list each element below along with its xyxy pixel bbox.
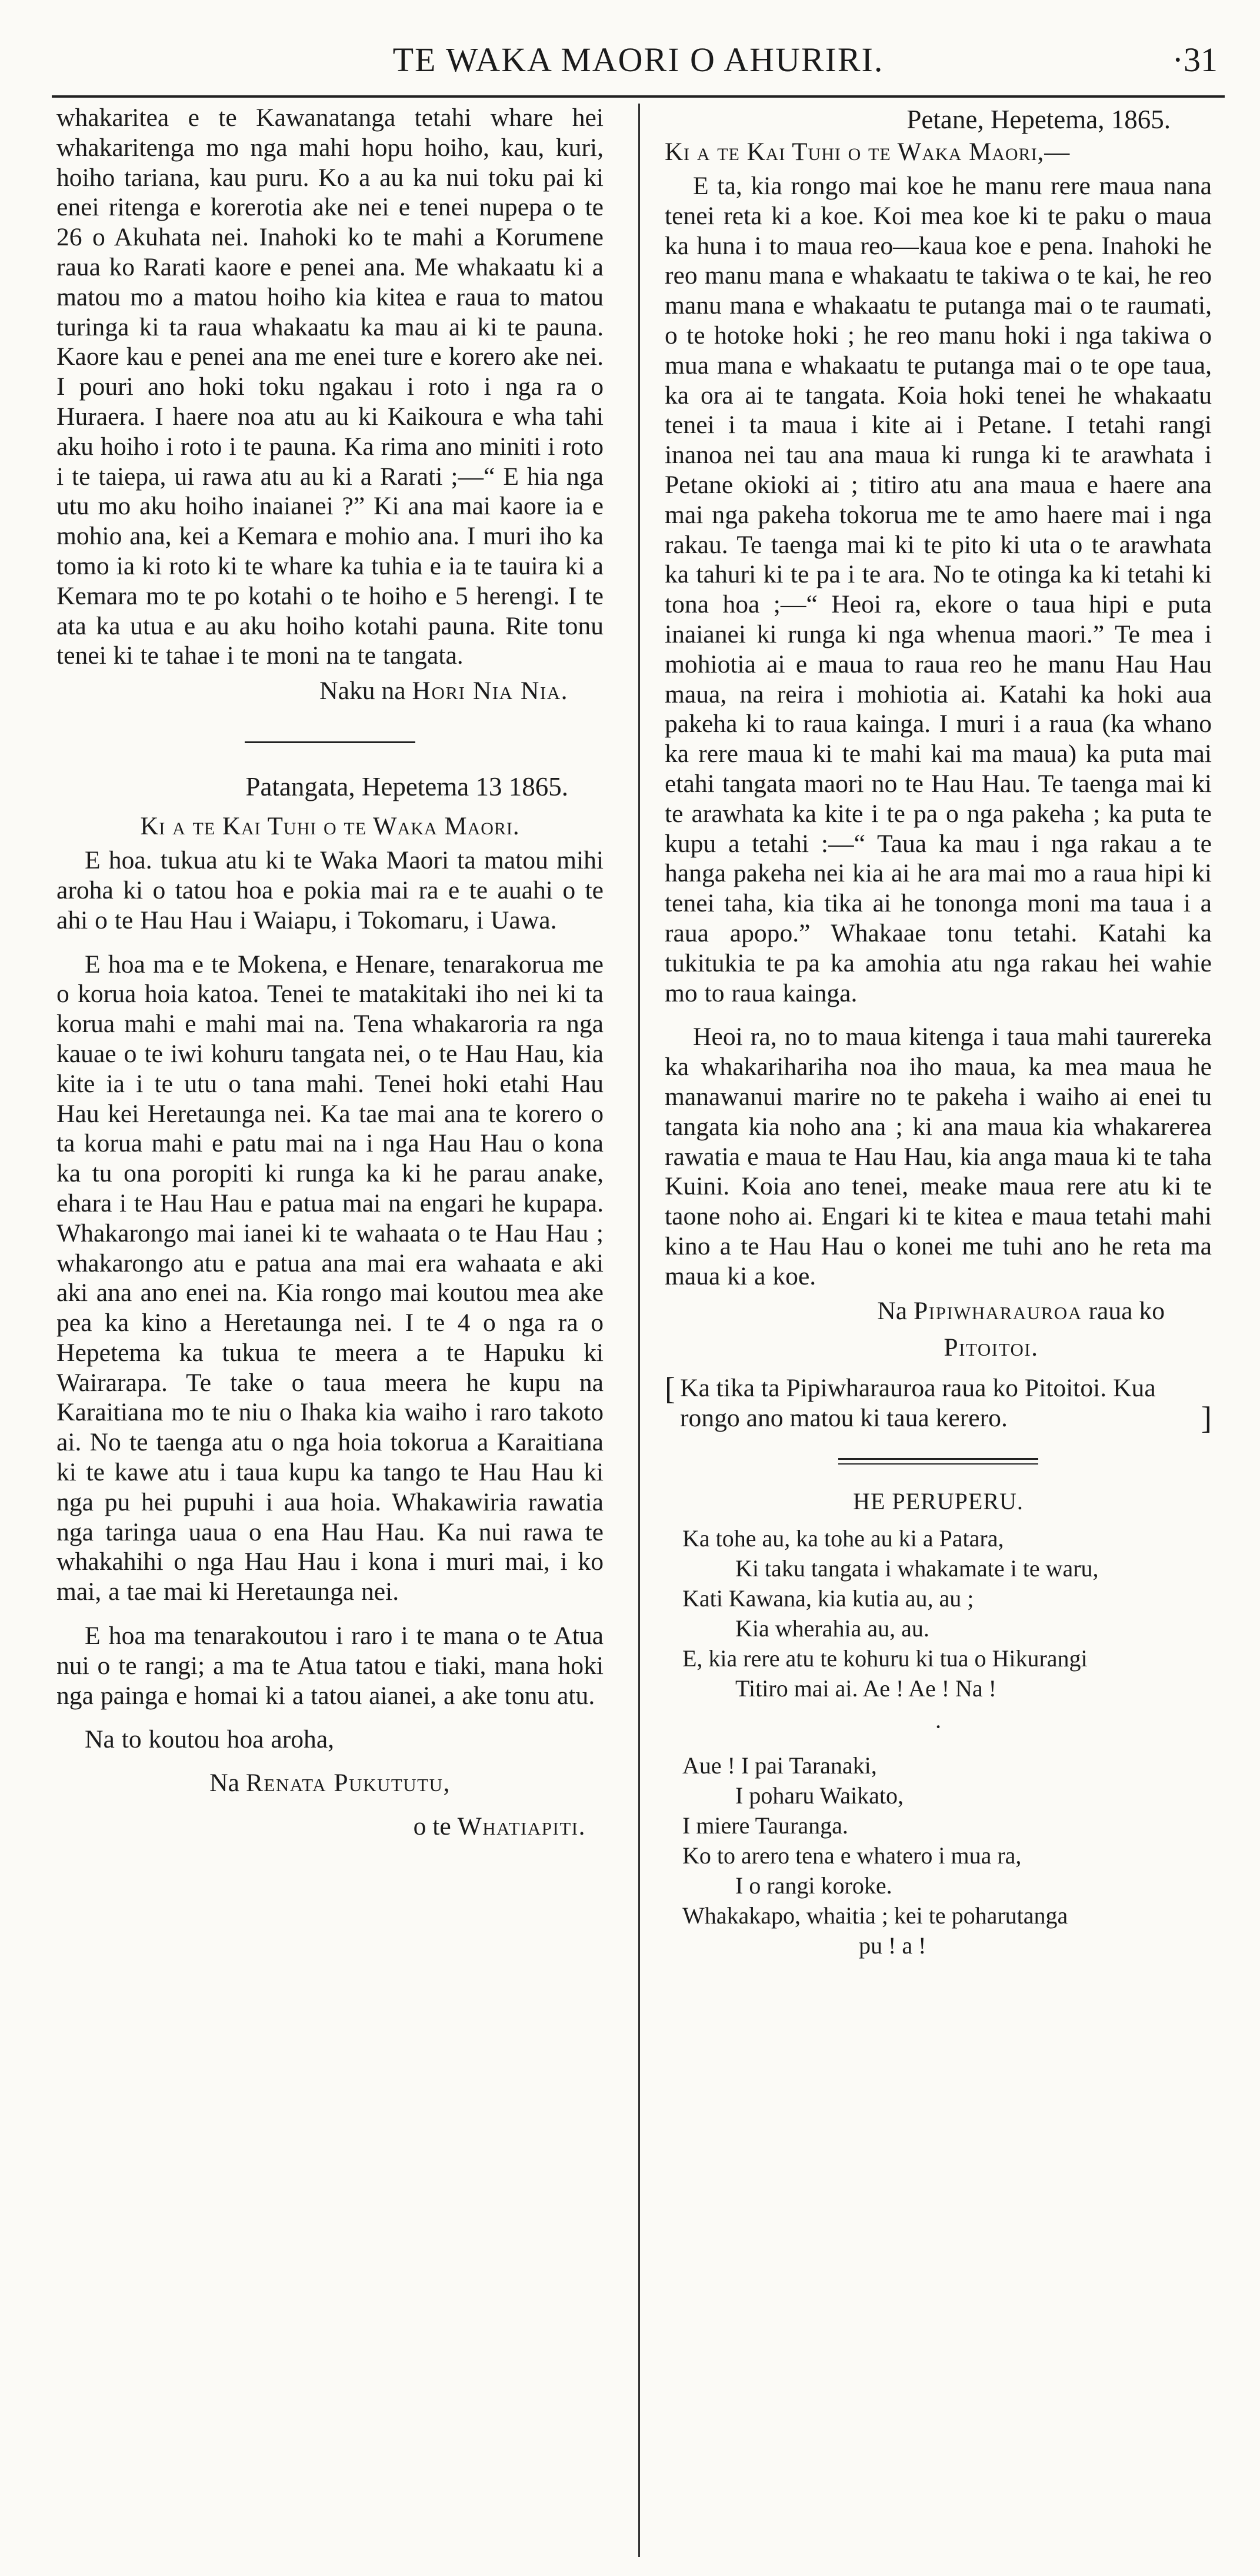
- letter-paragraph: E hoa ma tenarakoutou i raro i te mana o te Atua nui o te rangi; a ma te Atua tatou e tiaki, mana hoki nga painga e homai ki a tatou aianei, a ake tonu atu.: [56, 1622, 604, 1710]
- signature-name: Hori Nia Nia.: [412, 677, 568, 705]
- page-number: ·31: [1172, 41, 1218, 79]
- left-column: [56, 103, 604, 1842]
- song-line: I o rangi koroke.: [735, 1872, 892, 1899]
- signature-prefix: Na: [209, 1769, 246, 1798]
- header-rule: [52, 95, 1225, 98]
- signature-suffix: raua ko: [1082, 1297, 1165, 1326]
- letter-address: Ki a te Kai Tuhi o te Waka Maori.: [140, 813, 520, 841]
- signature-prefix: Naku na: [319, 677, 412, 705]
- signature-name: Pipiwharauroa: [914, 1297, 1082, 1326]
- song-line: Ko to arero tena e whatero i mua ra,: [682, 1842, 1022, 1869]
- signature-name: Pitoitoi.: [944, 1333, 1039, 1362]
- letter-dateline: Patangata, Hepetema 13 1865.: [245, 772, 568, 802]
- signature-prefix: Na: [877, 1297, 914, 1326]
- editor-note-text: Ka tika ta Pipiwharauroa raua ko Pitoitoi. Kua rongo ano matou ki taua kerero.: [680, 1374, 1156, 1433]
- letter-paragraph: E hoa. tukua atu ki te Waka Maori ta matou mihi aroha ki o tatou hoa e pokia mai ra e te auahi o te ahi o te Hau Hau i Waiapu, i Tokomaru, i Uawa.: [56, 846, 604, 934]
- right-column: [665, 103, 1212, 1961]
- letter-signature: [56, 675, 568, 706]
- letter-signature: [56, 1768, 604, 1798]
- song-stanza: [665, 1523, 1212, 1703]
- song-line: Aue ! I pai Taranaki,: [682, 1752, 877, 1779]
- section-rule-double: [838, 1458, 1038, 1460]
- tribe-name: Whatiapiti.: [457, 1812, 586, 1841]
- letter-renata-pukututu: [56, 770, 604, 1842]
- song-line: pu ! a !: [859, 1932, 926, 1959]
- letter-signature-tribe: [56, 1811, 586, 1842]
- stanza-separator: ·: [934, 1713, 942, 1740]
- song-line: I poharu Waikato,: [735, 1782, 904, 1809]
- song-line: Kati Kawana, kia kutia au, au ;: [682, 1585, 974, 1612]
- letter-paragraph: E hoa ma e te Mokena, e Henare, tenarakorua me o korua hoia katoa. Tenei te matakitaki iho nei ki ta korua mahi e mahi mai na. Tena whakaroria ra nga kauae o te iwi kohuru tangata nei, o te Hau Hau, kia kite ia i te utu o tana mahi. Tenei hoki etahi Hau Hau kei Heretaunga nei. Ka tae mai ana te korero o ta korua mahi e patu mai na i nga Hau Hau o kona ka tu ona poropiti ki runga ka ki he parau anake, ehara i te Hau Hau e patua mai na engari he kupapa. Whakarongo mai ianei ki te wahaata o te Hau Hau ; whakarongo atu e patua ana mai era wahaata e aki aki ana ano enei na. Kia rongo mai koutou mea ake pea ka kino a Heretaunga nei. I te 4 o nga ra o Hepetema ka tukua te meera a te Hapuku ki Wairarapa. Te take o taua meera he kupu na Karaitiana mo te niu o Ihaka kia waiho i raro takoto ai. No te taenga atu o nga hoia tokorua a Karaitiana ki te kawe atu i taua kupu ka tango te Hau Hau ki nga pu hei pupuhi i aua hoia. Whakawiria rawatia nga taringa uaua o ena Hau Hau. Ka nui rawa te whakahihi o nga Hau Hau i kona i muri mai, i ko mai, a tae mai ki Heretaunga nei.: [56, 950, 604, 1606]
- right-bracket: ]: [1201, 1400, 1212, 1436]
- page-header: [53, 31, 1224, 89]
- song-line: I miere Tauranga.: [682, 1812, 848, 1839]
- song-line: Whakakapo, whaitia ; kei te poharutanga: [682, 1902, 1068, 1929]
- editor-note: [665, 1371, 1212, 1436]
- letter-paragraph: Heoi ra, no to maua kitenga i taua mahi taurereka ka whakarihariha noa iho maua, ka mea maua he manawanui marire no te pakeha i waiho ai enei tu tangata kia noho ana ; ki ana maua kia whakarerea rawatia e maua te Hau Hau, kia anga maua ki te taha Kuini. Koia ano tenei, meake maua rere atu ki te taone noho ai. Engari ki te kitea e maua tetahi mahi kino a te Hau Hau o konei me tuhi ano he reta ma maua ki a koe.: [665, 1023, 1212, 1290]
- song-stanza: [665, 1750, 1212, 1961]
- letter-signature: [665, 1296, 1165, 1326]
- letter-paragraph: whakaritea e te Kawanatanga tetahi whare hei whakaritenga mo nga mahi hopu hoiho, kau, kuri, hoiho tariana, kau puru. Ko a au ka nui toku pai ki enei ritenga e korerotia ake nei e tenei nupepa o te 26 o Akuhata nei. Inahoki ko te mahi a Korumene raua ko Rarati kaore e penei ana. Me whakaatu ki a matou mo a matou hoiho kia kitea e raua to matou turinga ki ta raua whakaatu ka mau ai ki te pauna. Kaore kau e penei ana me enei ture e korero ake nei. I pouri ano hoki toku ngakau i roto i nga ra o Huraera. I haere noa atu au ki Kaikoura e wha tahi aku hoiho i roto i te pauna. Ka rima ano miniti i roto i te taiepa, ui rawa atu au ki a Rarati ;—“ E hia nga utu mo aku hoiho inaianei ?” Ki ana mai kaore ia e mohio ana, kei a Kemara e mohio ana. I muri iho ka tomo ia ki roto ki te whare ka tuhia e ia te tauira ki a Kemara mo te po kotahi o te hoiho e 5 herengi. I te ata ka utua e au aku hoiho kotahi pauna. Rite tonu tenei ki te tahae i te moni na te tangata.: [56, 104, 604, 670]
- song-line: Titiro mai ai. Ae ! Ae ! Na !: [735, 1675, 997, 1702]
- song-he-peruperu: [665, 1487, 1212, 1961]
- letter-paragraph: E ta, kia rongo mai koe he manu rere maua nana tenei reta ki a koe. Koi mea koe ki te paku o maua ka huna i to maua reo—kaua koe e pena. Inahoki he reo manu mana e whakaatu te takiwa o te kai, he reo manu mana e whakaatu te putanga mai o te raumati, o te hotoke hoki ; he reo manu hoki i nga takiwa o mua mana e whakaatu te putanga mai o te ope taua, ka ora ai te tangata. Koia hoki tenei he whakaatu tenei i ta maua i kite ai i Petane. I tetahi rangi inanoa nei tau ana maua ki runga ki te arawhata i Petane okioki ai ; titiro atu ana maua e haere ana mai nga pakeha tokorua me te amo haere mai i nga rakau. Te taenga mai ki te pito ki uta o te arawhata ka tahuri ki te pa i te ara. No te otinga ka ki tetahi ki tona hoa ;—“ Heoi ra, ekore o taua hipi e puta inaianei ki runga ki nga whenua maori.” Te mea i mohiotia ai e maua to raua reo he manu Hau Hau maua, na reira i mohiotia ai. Katahi ka hoki aua pakeha ki to raua kainga. I muri i a raua (ka whano ka rere maua ki te mahi kai ma maua) ka puta mai etahi tangata maori no te Hau Hau. Te taenga mai ki te arawhata ka kite i te pa o nga pakeha ; ka puta te kupu a tetahi :—“ Taua ka mau i nga rakau a te hanga pakeha nei kia ai he ara mai mo a raua hipi ki tenei taha, kia tika ai he tononga moni ma taua i a raua apopo.” Whakaae tonu tetahi. Katahi ka tukitukia te pa ka amohia atu nga rakau hei wahie mo to raua kainga.: [665, 172, 1212, 1007]
- song-line: E, kia rere atu te kohuru ki tua o Hikurangi: [682, 1645, 1088, 1672]
- song-line: Ki taku tangata i whakamate i te waru,: [735, 1555, 1099, 1582]
- signature-prefix: o te: [413, 1812, 458, 1841]
- letter-closing: Na to koutou hoa aroha,: [85, 1725, 335, 1754]
- letter-dateline: Petane, Hepetema, 1865.: [906, 105, 1171, 134]
- column-divider: [638, 104, 640, 2557]
- section-rule: [245, 741, 415, 743]
- left-bracket: [: [665, 1371, 675, 1407]
- song-title: HE PERUPERU.: [853, 1488, 1024, 1515]
- letter-hori-nia-nia: [56, 103, 604, 706]
- newspaper-title: TE WAKA MAORI O AHURIRI.: [392, 41, 884, 79]
- song-line: Ka tohe au, ka tohe au ki a Patara,: [682, 1525, 1004, 1552]
- letter-address: Ki a te Kai Tuhi o te Waka Maori,—: [665, 138, 1071, 166]
- signature-name: Renata Pukututu,: [245, 1769, 451, 1798]
- section-rule-double-lower: [838, 1463, 1038, 1465]
- song-line: Kia wherahia au, au.: [735, 1615, 929, 1642]
- letter-pipiwharauroa: [665, 103, 1212, 1436]
